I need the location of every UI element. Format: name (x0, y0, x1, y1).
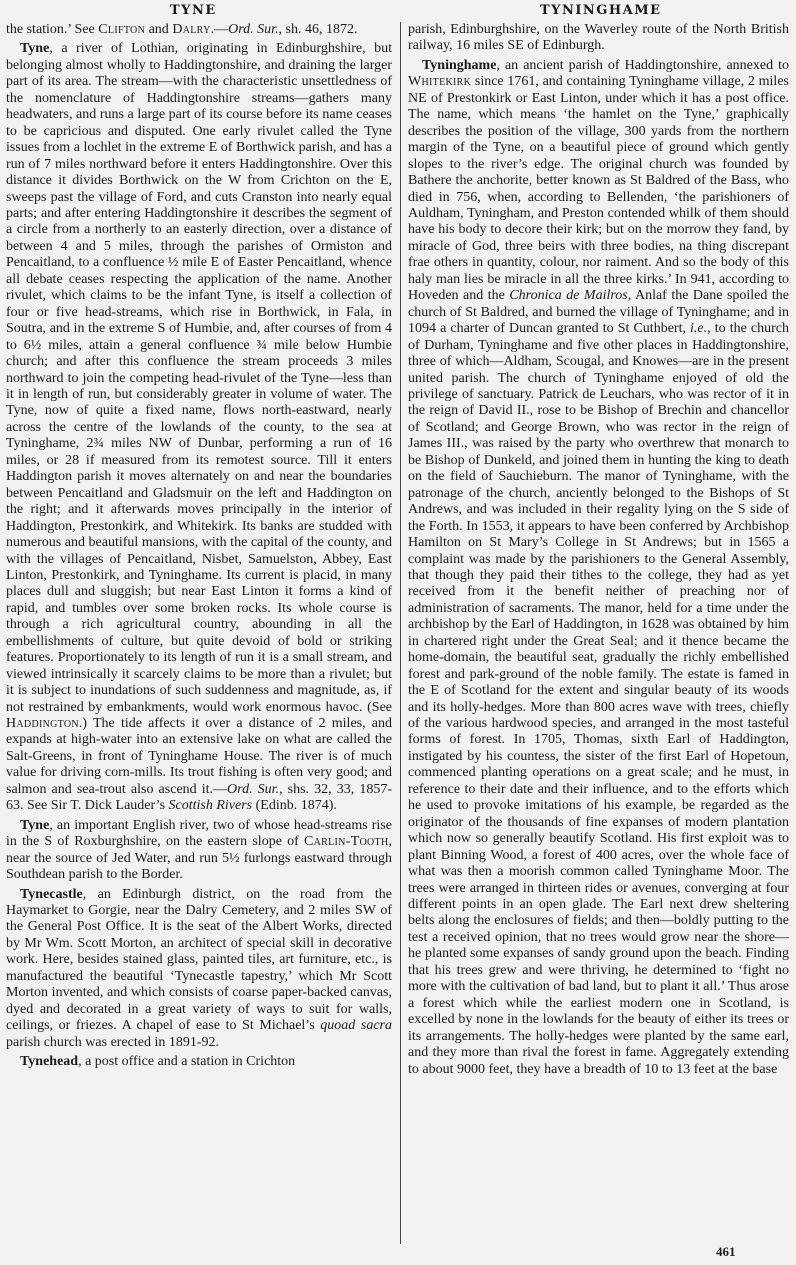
entry-headword: Tyne (20, 817, 50, 833)
entry-text: , an important English river, two of whose head-streams rise in the S of Roxburghshire, on the eastern slope of (6, 817, 392, 850)
entry-text: .— (210, 22, 229, 37)
entry-text: , shs. 32, 33, 1857-63. See Sir T. Dick Lauder’s (6, 781, 392, 814)
italic-text: quoad sacra (320, 1018, 392, 1034)
italic-text: Ord. Sur. (227, 781, 280, 797)
cross-reference: Carlin-Tooth (304, 834, 389, 850)
right-column (408, 22, 789, 1078)
entry-headword: Tynehead (20, 1054, 79, 1070)
cross-reference: Clifton (98, 22, 146, 37)
entry-text: parish, Edinburghshire, on the Waverley route of the North British railway, 16 miles SE of Edinburgh. (408, 22, 789, 54)
entry-text: (Edinb. 1874). (252, 798, 337, 814)
continued-paragraph (6, 22, 392, 38)
entry-headword: Tyne (20, 41, 50, 57)
entry-text: , a river of Lothian, originating in Edinburghshire, but belonging almost wholly to Haddingtonshire, and draining the larger part of its area. The stream—with the characteristic unsettledness of the nomenclature of Haddingtonshire streams—gathers many headwaters, and runs a large part of its course before its name ceases to be capricious and disputed. One early rivulet called the Tyne issues from a lochlet in the extreme E of Borthwick parish, and has a run of 7 miles northward before it enters Haddingtonshire. Over this distance it divides Borthwick on the W from Crichton on the E, sweeps past the village of Ford, and cuts Cranston into nearly equal parts; and after entering Haddingtonshire it describes the segment of a circle from a northerly to an easterly direction, over a distance of between 4 and 5 miles, through the parishes of Ormiston and Pencaitland, to a confluence ½ mile E of Easter Pencaitland, whence all debate ceases respecting the application of the name. Another rivulet, which claims to be the infant Tyne, is itself a collection of four or five head-streams, which rise in Borthwick, in Fala, in Soutra, and in the extreme S of Humbie, and, after courses of from 4 to 6½ miles, attain a general confluence ¾ mile below Humbie church; and after this confluence the stream proceeds 3 miles northward to join the competing head-rivulet of the Tyne—less than it in length of run, but considerably greater in volume of water. The Tyne, now of quite a fixed name, flows north-eastward, nearly across the centre of the lowlands of the county, to the sea at Tyninghame, 2¾ miles NW of Dunbar, performing a run of 16 miles, or 28 if measured from its remotest source. Till it enters Haddington parish it moves alternately on and near the boundaries between Pencaitland and Gladsmuir on the left and Haddington on the right; and it afterwards moves principally in the interior of Haddington, Prestonkirk, and Whitekirk. Its banks are studded with numerous and beautiful mansions, with the capital of the county, and with the villages of Pencaitland, Nisbet, Samuelston, Abbey, East Linton, Prestonkirk, and Tyninghame. Its current is placid, in many places dull and sluggish; but near East Linton it forms a kind of rapid, and tumbles over some broken rocks. Its whole course is through a rich agricultural country, abounding in all the embellishments of culture, but quite devoid of bold or striking features. Proportionately to its length of run it is a small stream, and viewed intrinsically it scarcely claims to be more than a rivulet; but it is subject to inundations of such suddenness and magnitude, as, if not restrained by embankments, would work enormous havoc. (See (6, 41, 392, 715)
entry-text: , an Edinburgh district, on the road from the Haymarket to Gorgie, near the Dalry Cemetery, and 2 miles SW of the General Post Office. It is the seat of the Albert Works, directed by Mr Wm. Scott Morton, an architect of special skill in decorative work. Here, besides stained glass, painted tiles, art furniture, etc., is manufactured the beautiful ‘Tynecastle tapestry,’ which Mr Scott Morton invented, and which consists of coarse paper-backed canvas, dyed and decorated in a great variety of ways to suit for walls, ceilings, or friezes. A chapel of ease to St Michael’s (6, 886, 392, 1034)
entry-headword: Tynecastle (20, 886, 83, 902)
column-divider (400, 22, 401, 1244)
entry-text: , Anlaf the Dane spoiled the church of St Baldred, and burned the village of Tyninghame; and in 1094 a charter of Duncan granted to St Cuthbert, (408, 288, 789, 337)
left-column (6, 22, 392, 1071)
running-head-right: TYNINGHAME (540, 3, 662, 18)
entry-text: and (145, 22, 173, 37)
entry-text: , near the source of Jed Water, and run 5½ furlongs eastward through Southdean parish to the Border. (6, 834, 392, 883)
entry-text: , to the church of Durham, Tyninghame and five other places in Haddingtonshire, three of which—Aldham, Scougal, and Knowes—are in the present united parish. The church of Tyninghame enjoyed of old the privilege of sanctuary. Patrick de Leuchars, who was rector of it in the reign of David II., rose to be Bishop of Brechin and chancellor of Scotland; and George Brown, who was rector in the reign of James III., was raised by the party who overthrew that monarch to be Bishop of Dunkeld, and joined them in hunting the king to death on the field of Sauchieburn. The manor of Tyninghame, with the patronage of the church, anciently belonged to the Bishops of St Andrews, and was included in their regality lying on the S side of the Forth. In 1553, it appears to have been conferred by Archbishop Hamilton on St Mary’s College in St Andrews; but in 1565 a complaint was made by the parishioners to the General Assembly, that though they paid their tithes to the college, they had as yet received from it the benefit neither of preaching nor of administration of sacraments. The manor, held for a time under the archbishop by the Earl of Haddington, in 1628 was obtained by him in chartered right under the Great Seal; and it thence became the home-domain, the beautiful seat, gradually the richly embellished forest and park-ground of the noble family. The estate is famed in the E of Scotland for the extent and singular beauty of its woods and its holly-hedges. More than 800 acres wave with trees, chiefly of the various hardwood species, and arranged in the most tasteful forms of forest. In 1705, Thomas, sixth Earl of Haddington, instigated by his countess, the sister of the first Earl of Hopetoun, commenced planting operations on a great scale; and he must, in reference to their date and their influence, and to the efforts which he used to provoke imitations of his example, be regarded as the originator of the thousands of fine expanses of modern plantation which now so generally beautify Scotland. His first exploit was to plant Binning Wood, a forest of 400 acres, over the whole face of what was then a moorish common called Tyninghame Moor. The trees were arranged in thirteen rides or avenues, converging at four different points in an open glade. The Earl next drew sheltering belts along the enclosures of fields; and then—boldly putting to the test a received opinion, that no trees would grow near the shore—he planted some expanses of sandy ground upon the beach. Finding that his trees grew and were thriving, he determined to ‘fight no more with the cultivation of bad land, but to plant it all.’ Thus arose a forest which while the earliest modern one in Scotland, is excelled by none in the lowlands for the beauty of either its trees or its arrangements. The holly-hedges were planted by the same earl, and they more than rival the forest in fame. Aggregately extending to about 9000 feet, they have a breadth of 10 to 13 feet at the base (408, 321, 789, 1077)
continued-paragraph (408, 22, 789, 55)
italic-text: Chronica de Mailros (509, 288, 628, 304)
gazetteer-entry (6, 818, 392, 884)
entry-text: the station.’ See (6, 22, 99, 37)
entry-text: , a post office and a station in Crichton (78, 1054, 296, 1070)
italic-text: Ord. Sur. (228, 22, 279, 37)
entry-text: since 1761, and containing Tyninghame village, 2 miles NE of Prestonkirk or East Linton, under which it has a post office. The name, which means ‘the hamlet on the Tyne,’ graphically describes the position of the village, 300 yards from the northern margin of the Tyne, on a beautiful piece of ground which gently slopes to the river’s edge. The original church was founded by Bathere the anchorite, better known as St Baldred of the Bass, who died in 756, when, according to Bellenden, ‘the parishioners of Auldham, Tyningham, and Preston contended whilk of them should have his body to decore their kirk; but on the morrow they fand, by miracle of God, three beirs with three bodies, na thing discrepant frae others in quantity, colour, nor raiment. And so the body of this haly man lies be miracle in all the three kirks.’ In 941, according to Hoveden and the (408, 74, 789, 304)
entry-text: parish church was erected in 1891-92. (6, 1034, 220, 1050)
running-head-left: TYNE (170, 3, 217, 18)
gazetteer-entry (6, 41, 392, 814)
cross-reference: Whitekirk (408, 74, 472, 90)
gazetteer-entry (6, 887, 392, 1052)
page-number: 461 (716, 1244, 736, 1259)
cross-reference: Dalry (172, 22, 211, 37)
italic-text: i.e. (690, 321, 708, 337)
entry-text: , sh. 46, 1872. (278, 22, 358, 37)
entry-headword: Tyninghame (422, 57, 497, 73)
cross-reference: Haddington (6, 716, 79, 732)
gazetteer-entry (6, 1054, 392, 1070)
entry-text: , an ancient parish of Haddingtonshire, annexed to (496, 57, 789, 73)
italic-text: Scottish Rivers (168, 798, 253, 814)
entry-text: .) The tide affects it over a distance of 2 miles, and expands at high-water into an extensive lake on what are called the Salt-Greens, in front of Tyninghame House. The river is of much value for driving corn-mills. Its trout fishing is often very good; and salmon and sea-trout also ascend it.— (6, 716, 392, 797)
gazetteer-entry (408, 58, 789, 1078)
